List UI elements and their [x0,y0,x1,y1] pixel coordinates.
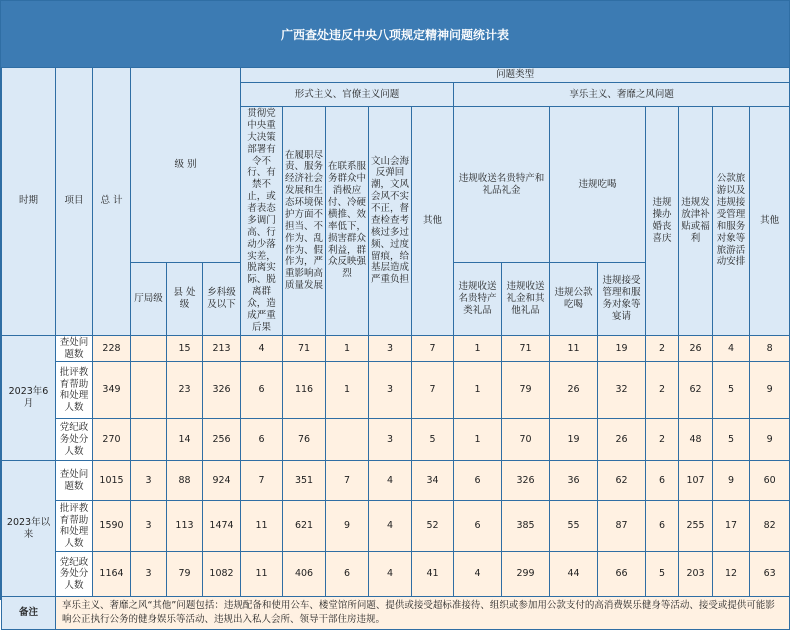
cell-level: 15 [167,335,203,362]
cell-hedonism: 5 [713,419,750,461]
cell-gifts: 385 [502,501,550,552]
cell-formalism: 3 [369,335,412,362]
cell-formalism: 3 [369,419,412,461]
row-item: 批评教育帮助和处理人数 [56,501,93,552]
header-hedonism-col-3: 公款旅游以及违规接受管理和服务对象等旅游活动安排 [713,107,750,336]
cell-gifts: 1 [454,419,502,461]
header-gifts-group: 违规收送名贵特产和礼品礼金 [454,107,550,263]
header-hedonism-col-2: 违规发放津补贴或福利 [679,107,713,336]
cell-hedonism: 9 [750,362,790,419]
cell-gifts: 1 [454,362,502,419]
cell-eating: 55 [550,501,598,552]
header-gifts-col-2: 违规收送礼金和其他礼品 [502,263,550,335]
row-item: 党纪政务处分人数 [56,419,93,461]
cell-level: 79 [167,552,203,597]
header-formalism-col-4: 文山会海反弹回潮，文风会风不实不正，督查检查考核过多过频、过度留痕，给基层造成严重负担 [369,107,412,336]
header-eating-col-1: 违规公款吃喝 [550,263,598,335]
cell-total: 270 [93,419,131,461]
header-level: 级 别 [131,68,241,263]
table-title: 广西查处违反中央八项规定精神问题统计表 [1,1,789,67]
cell-hedonism: 6 [646,501,679,552]
cell-formalism: 4 [241,335,283,362]
header-formalism-col-2: 在履职尽责、服务经济社会发展和生态环境保护方面不担当、不作为、乱作为、假作为，严重影响高质量发展 [283,107,326,336]
cell-formalism: 7 [412,335,454,362]
cell-hedonism: 12 [713,552,750,597]
table-row [2,501,790,552]
cell-level: 14 [167,419,203,461]
cell-hedonism: 2 [646,362,679,419]
cell-formalism: 11 [241,552,283,597]
cell-total: 1590 [93,501,131,552]
header-formalism: 形式主义、官僚主义问题 [241,83,454,107]
cell-hedonism: 8 [750,335,790,362]
cell-hedonism: 17 [713,501,750,552]
row-item: 批评教育帮助和处理人数 [56,362,93,419]
note-row [2,597,790,630]
cell-formalism: 34 [412,461,454,501]
cell-level: 88 [167,461,203,501]
cell-eating: 19 [598,335,646,362]
cell-level: 326 [203,362,241,419]
cell-eating: 11 [550,335,598,362]
cell-hedonism: 26 [679,335,713,362]
cell-hedonism: 203 [679,552,713,597]
cell-formalism: 3 [369,362,412,419]
header-hedonism-col-4: 其他 [750,107,790,336]
cell-total: 1015 [93,461,131,501]
row-item: 党纪政务处分人数 [56,552,93,597]
cell-hedonism: 6 [646,461,679,501]
header-hedonism: 享乐主义、奢靡之风问题 [454,83,790,107]
cell-formalism: 4 [369,461,412,501]
cell-total: 349 [93,362,131,419]
cell-hedonism: 82 [750,501,790,552]
cell-eating: 26 [598,419,646,461]
cell-formalism: 41 [412,552,454,597]
header-level-col-2: 县 处 级 [167,263,203,335]
cell-level: 113 [167,501,203,552]
stats-table [1,67,790,630]
header-level-col-1: 厅局级 [131,263,167,335]
cell-hedonism: 63 [750,552,790,597]
cell-eating: 44 [550,552,598,597]
cell-hedonism: 48 [679,419,713,461]
header-total: 总 计 [93,68,131,336]
note-label: 备注 [2,597,56,630]
cell-hedonism: 5 [713,362,750,419]
cell-gifts: 79 [502,362,550,419]
cell-eating: 32 [598,362,646,419]
cell-hedonism: 9 [713,461,750,501]
header-gifts-col-1: 违规收送名贵特产类礼品 [454,263,502,335]
cell-level: 256 [203,419,241,461]
cell-formalism: 4 [369,552,412,597]
cell-formalism: 7 [241,461,283,501]
cell-level [131,335,167,362]
header-formalism-col-5: 其他 [412,107,454,336]
cell-hedonism: 62 [679,362,713,419]
cell-level: 23 [167,362,203,419]
table-row [2,419,790,461]
period-label: 2023年6月 [2,335,56,461]
cell-hedonism: 107 [679,461,713,501]
cell-eating: 87 [598,501,646,552]
cell-formalism: 351 [283,461,326,501]
cell-gifts: 326 [502,461,550,501]
table-row [2,461,790,501]
period-label: 2023年以来 [2,461,56,597]
cell-gifts: 6 [454,501,502,552]
cell-formalism: 6 [241,419,283,461]
cell-formalism: 6 [241,362,283,419]
header-eating-group: 违规吃喝 [550,107,646,263]
cell-total: 228 [93,335,131,362]
cell-total: 1164 [93,552,131,597]
cell-formalism [326,419,369,461]
row-item: 查处问题数 [56,335,93,362]
cell-formalism: 7 [326,461,369,501]
cell-level: 924 [203,461,241,501]
cell-formalism: 5 [412,419,454,461]
cell-gifts: 6 [454,461,502,501]
table-row [2,335,790,362]
cell-formalism: 71 [283,335,326,362]
cell-level [131,419,167,461]
note-text: 享乐主义、奢靡之风“其他”问题包括：违规配备和使用公车、楼堂馆所问题、提供或接受超标准接待、组织或参加用公款支付的高消费娱乐健身等活动、接受或提供可能影响公正执行公务的健身娱乐等活动、违规出入私人会所、领导干部住房违规。 [56,597,790,630]
cell-formalism: 406 [283,552,326,597]
cell-hedonism: 2 [646,335,679,362]
cell-gifts: 299 [502,552,550,597]
header-period: 时期 [2,68,56,336]
header-eating-col-2: 违规接受管理和服务对象等宴请 [598,263,646,335]
header-level-col-3: 乡科级及以下 [203,263,241,335]
cell-gifts: 71 [502,335,550,362]
cell-formalism: 1 [326,362,369,419]
header-formalism-col-1: 贯彻党中央重大决策部署有令不行、有禁不止，或者表态多调门高、行动少落实差，脱离实际、脱离群众，造成严重后果 [241,107,283,336]
cell-hedonism: 4 [713,335,750,362]
cell-eating: 62 [598,461,646,501]
cell-formalism: 9 [326,501,369,552]
cell-eating: 19 [550,419,598,461]
table-row [2,552,790,597]
cell-hedonism: 2 [646,419,679,461]
cell-formalism: 1 [326,335,369,362]
cell-hedonism: 60 [750,461,790,501]
cell-eating: 66 [598,552,646,597]
header-problem-type: 问题类型 [241,68,790,83]
cell-level: 3 [131,501,167,552]
cell-formalism: 7 [412,362,454,419]
cell-level: 3 [131,552,167,597]
cell-formalism: 116 [283,362,326,419]
cell-formalism: 76 [283,419,326,461]
cell-gifts: 4 [454,552,502,597]
cell-formalism: 4 [369,501,412,552]
cell-level [131,362,167,419]
cell-level: 213 [203,335,241,362]
table-row [2,362,790,419]
header-item: 项目 [56,68,93,336]
cell-eating: 36 [550,461,598,501]
cell-formalism: 52 [412,501,454,552]
cell-hedonism: 9 [750,419,790,461]
cell-level: 3 [131,461,167,501]
header-formalism-col-3: 在联系服务群众中消极应付、冷硬横推、效率低下，损害群众利益，群众反映强烈 [326,107,369,336]
cell-formalism: 11 [241,501,283,552]
cell-eating: 26 [550,362,598,419]
cell-formalism: 621 [283,501,326,552]
cell-level: 1474 [203,501,241,552]
row-item: 查处问题数 [56,461,93,501]
cell-level: 1082 [203,552,241,597]
cell-hedonism: 5 [646,552,679,597]
cell-gifts: 70 [502,419,550,461]
cell-gifts: 1 [454,335,502,362]
cell-hedonism: 255 [679,501,713,552]
cell-formalism: 6 [326,552,369,597]
header-hedonism-col-1: 违规操办婚丧喜庆 [646,107,679,336]
